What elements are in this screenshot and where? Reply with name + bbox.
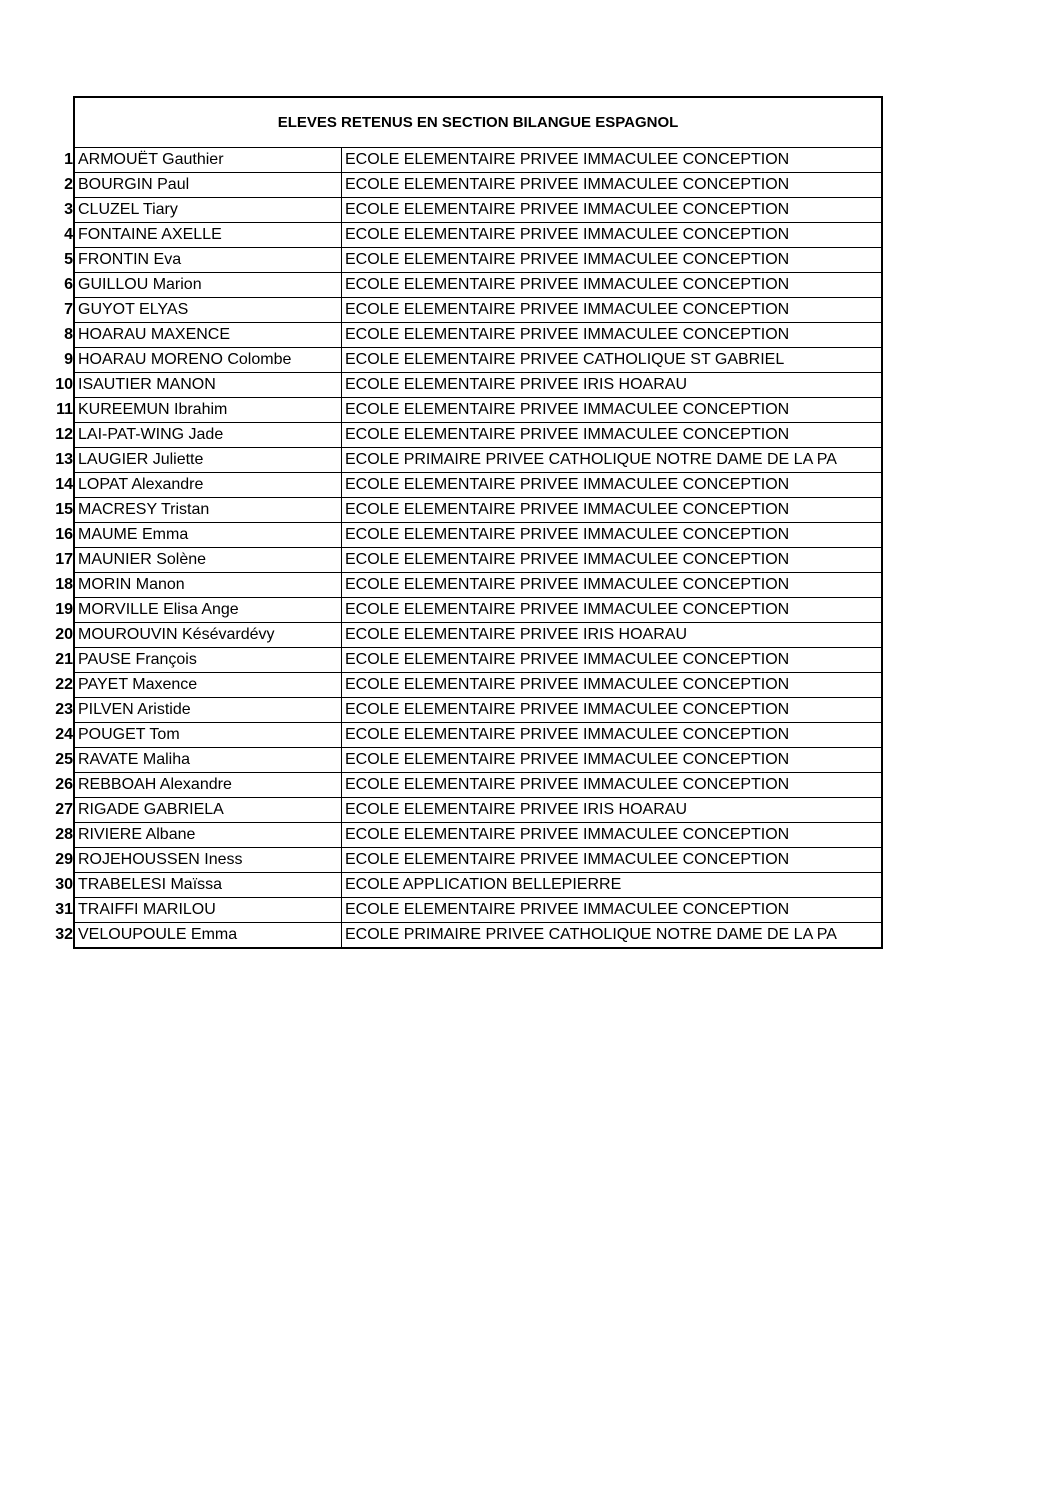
table-row [44, 223, 882, 248]
row-number: 19 [55, 601, 73, 618]
table-body [44, 148, 882, 949]
row-number: 1 [64, 151, 73, 168]
student-name: HOARAU MORENO Colombe [74, 348, 342, 373]
table-header-row [44, 97, 882, 148]
school-name: ECOLE ELEMENTAIRE PRIVEE IMMACULEE CONCEPTION [342, 898, 883, 923]
table-row [44, 473, 882, 498]
school-name: ECOLE ELEMENTAIRE PRIVEE IMMACULEE CONCEPTION [342, 648, 883, 673]
student-name: ISAUTIER MANON [74, 373, 342, 398]
table-row [44, 648, 882, 673]
student-name: LAI-PAT-WING Jade [74, 423, 342, 448]
table-row [44, 848, 882, 873]
school-name: ECOLE ELEMENTAIRE PRIVEE IMMACULEE CONCEPTION [342, 573, 883, 598]
school-name: ECOLE APPLICATION BELLEPIERRE [342, 873, 883, 898]
row-number: 22 [55, 676, 73, 693]
table-row [44, 798, 882, 823]
row-number: 17 [55, 551, 73, 568]
table-row [44, 323, 882, 348]
table-row [44, 273, 882, 298]
table-row [44, 348, 882, 373]
header-blank-cell [44, 97, 74, 148]
student-name: BOURGIN Paul [74, 173, 342, 198]
table-row [44, 723, 882, 748]
table-row [44, 573, 882, 598]
row-number: 9 [64, 351, 73, 368]
student-name: REBBOAH Alexandre [74, 773, 342, 798]
school-name: ECOLE ELEMENTAIRE PRIVEE IMMACULEE CONCEPTION [342, 823, 883, 848]
school-name: ECOLE ELEMENTAIRE PRIVEE IMMACULEE CONCEPTION [342, 673, 883, 698]
table-title: ELEVES RETENUS EN SECTION BILANGUE ESPAGNOL [74, 97, 882, 148]
school-name: ECOLE ELEMENTAIRE PRIVEE IMMACULEE CONCEPTION [342, 698, 883, 723]
student-name: FONTAINE AXELLE [74, 223, 342, 248]
student-name: LOPAT Alexandre [74, 473, 342, 498]
school-name: ECOLE ELEMENTAIRE PRIVEE CATHOLIQUE ST GABRIEL [342, 348, 883, 373]
school-name: ECOLE ELEMENTAIRE PRIVEE IMMACULEE CONCEPTION [342, 423, 883, 448]
student-name: FRONTIN Eva [74, 248, 342, 273]
student-name: PAUSE François [74, 648, 342, 673]
student-name: KUREEMUN Ibrahim [74, 398, 342, 423]
school-name: ECOLE ELEMENTAIRE PRIVEE IMMACULEE CONCEPTION [342, 848, 883, 873]
table-row [44, 898, 882, 923]
table-row [44, 773, 882, 798]
table-row [44, 598, 882, 623]
table-row [44, 748, 882, 773]
row-number: 13 [55, 451, 73, 468]
school-name: ECOLE ELEMENTAIRE PRIVEE IMMACULEE CONCEPTION [342, 148, 883, 173]
school-name: ECOLE ELEMENTAIRE PRIVEE IMMACULEE CONCEPTION [342, 273, 883, 298]
table-row [44, 298, 882, 323]
row-number: 20 [55, 626, 73, 643]
table-row [44, 673, 882, 698]
row-number: 2 [64, 176, 73, 193]
school-name: ECOLE ELEMENTAIRE PRIVEE IMMACULEE CONCEPTION [342, 548, 883, 573]
row-number: 3 [64, 201, 73, 218]
student-name: GUILLOU Marion [74, 273, 342, 298]
student-name: RIVIERE Albane [74, 823, 342, 848]
table-row [44, 623, 882, 648]
student-name: MORIN Manon [74, 573, 342, 598]
row-number: 27 [55, 801, 73, 818]
school-name: ECOLE ELEMENTAIRE PRIVEE IMMACULEE CONCEPTION [342, 498, 883, 523]
school-name: ECOLE ELEMENTAIRE PRIVEE IMMACULEE CONCEPTION [342, 723, 883, 748]
student-name: GUYOT ELYAS [74, 298, 342, 323]
student-name: MAUME Emma [74, 523, 342, 548]
row-number: 29 [55, 851, 73, 868]
student-name: POUGET Tom [74, 723, 342, 748]
school-name: ECOLE PRIMAIRE PRIVEE CATHOLIQUE NOTRE DAME DE LA PA [342, 448, 883, 473]
school-name: ECOLE ELEMENTAIRE PRIVEE IMMACULEE CONCEPTION [342, 298, 883, 323]
student-name: PILVEN Aristide [74, 698, 342, 723]
school-name: ECOLE ELEMENTAIRE PRIVEE IMMACULEE CONCEPTION [342, 598, 883, 623]
student-name: ROJEHOUSSEN Iness [74, 848, 342, 873]
row-number: 28 [55, 826, 73, 843]
table-row [44, 548, 882, 573]
school-name: ECOLE ELEMENTAIRE PRIVEE IMMACULEE CONCEPTION [342, 323, 883, 348]
student-name: PAYET Maxence [74, 673, 342, 698]
student-name: RAVATE Maliha [74, 748, 342, 773]
row-number: 32 [55, 926, 73, 944]
table-row [44, 398, 882, 423]
table-row [44, 173, 882, 198]
table-row [44, 148, 882, 173]
row-number: 12 [55, 426, 73, 443]
row-number: 16 [55, 526, 73, 543]
student-name: CLUZEL Tiary [74, 198, 342, 223]
student-name: MOUROUVIN Késévardévy [74, 623, 342, 648]
row-number: 11 [56, 401, 73, 418]
row-number: 15 [55, 501, 73, 518]
school-name: ECOLE ELEMENTAIRE PRIVEE IMMACULEE CONCEPTION [342, 773, 883, 798]
row-number: 14 [55, 476, 73, 493]
school-name: ECOLE ELEMENTAIRE PRIVEE IMMACULEE CONCEPTION [342, 398, 883, 423]
table-row [44, 498, 882, 523]
school-name: ECOLE ELEMENTAIRE PRIVEE IMMACULEE CONCEPTION [342, 473, 883, 498]
row-number: 21 [55, 651, 73, 668]
table-row [44, 823, 882, 848]
table-row [44, 873, 882, 898]
student-name: MAUNIER Solène [74, 548, 342, 573]
row-number: 31 [55, 901, 73, 918]
table-row [44, 198, 882, 223]
row-number: 7 [64, 301, 73, 318]
school-name: ECOLE ELEMENTAIRE PRIVEE IMMACULEE CONCEPTION [342, 248, 883, 273]
table-row [44, 248, 882, 273]
table-row [44, 923, 882, 949]
student-name: MACRESY Tristan [74, 498, 342, 523]
table-row [44, 423, 882, 448]
student-name: ARMOUËT Gauthier [74, 148, 342, 173]
school-name: ECOLE ELEMENTAIRE PRIVEE IMMACULEE CONCEPTION [342, 523, 883, 548]
student-table [44, 96, 883, 949]
school-name: ECOLE ELEMENTAIRE PRIVEE IMMACULEE CONCEPTION [342, 173, 883, 198]
school-name: ECOLE ELEMENTAIRE PRIVEE IMMACULEE CONCEPTION [342, 223, 883, 248]
table-row [44, 448, 882, 473]
school-name: ECOLE ELEMENTAIRE PRIVEE IRIS HOARAU [342, 798, 883, 823]
student-name: TRAIFFI MARILOU [74, 898, 342, 923]
row-number: 23 [55, 701, 73, 718]
row-number: 10 [55, 376, 73, 393]
school-name: ECOLE ELEMENTAIRE PRIVEE IRIS HOARAU [342, 623, 883, 648]
school-name: ECOLE ELEMENTAIRE PRIVEE IMMACULEE CONCEPTION [342, 198, 883, 223]
row-number: 25 [55, 751, 73, 768]
student-name: VELOUPOULE Emma [74, 923, 342, 949]
row-number: 5 [64, 251, 73, 268]
row-number: 6 [64, 276, 73, 293]
student-name: MORVILLE Elisa Ange [74, 598, 342, 623]
row-number: 4 [64, 226, 73, 243]
table-row [44, 373, 882, 398]
row-number: 26 [55, 776, 73, 793]
student-name: HOARAU MAXENCE [74, 323, 342, 348]
table-row [44, 698, 882, 723]
student-name: LAUGIER Juliette [74, 448, 342, 473]
school-name: ECOLE ELEMENTAIRE PRIVEE IMMACULEE CONCEPTION [342, 748, 883, 773]
student-list-sheet [44, 96, 883, 949]
school-name: ECOLE PRIMAIRE PRIVEE CATHOLIQUE NOTRE DAME DE LA PA [342, 923, 883, 949]
row-number: 24 [55, 726, 73, 743]
row-number: 18 [55, 576, 73, 593]
student-name: TRABELESI Maïssa [74, 873, 342, 898]
student-name: RIGADE GABRIELA [74, 798, 342, 823]
school-name: ECOLE ELEMENTAIRE PRIVEE IRIS HOARAU [342, 373, 883, 398]
table-row [44, 523, 882, 548]
row-number: 30 [55, 876, 73, 893]
row-number: 8 [64, 326, 73, 343]
